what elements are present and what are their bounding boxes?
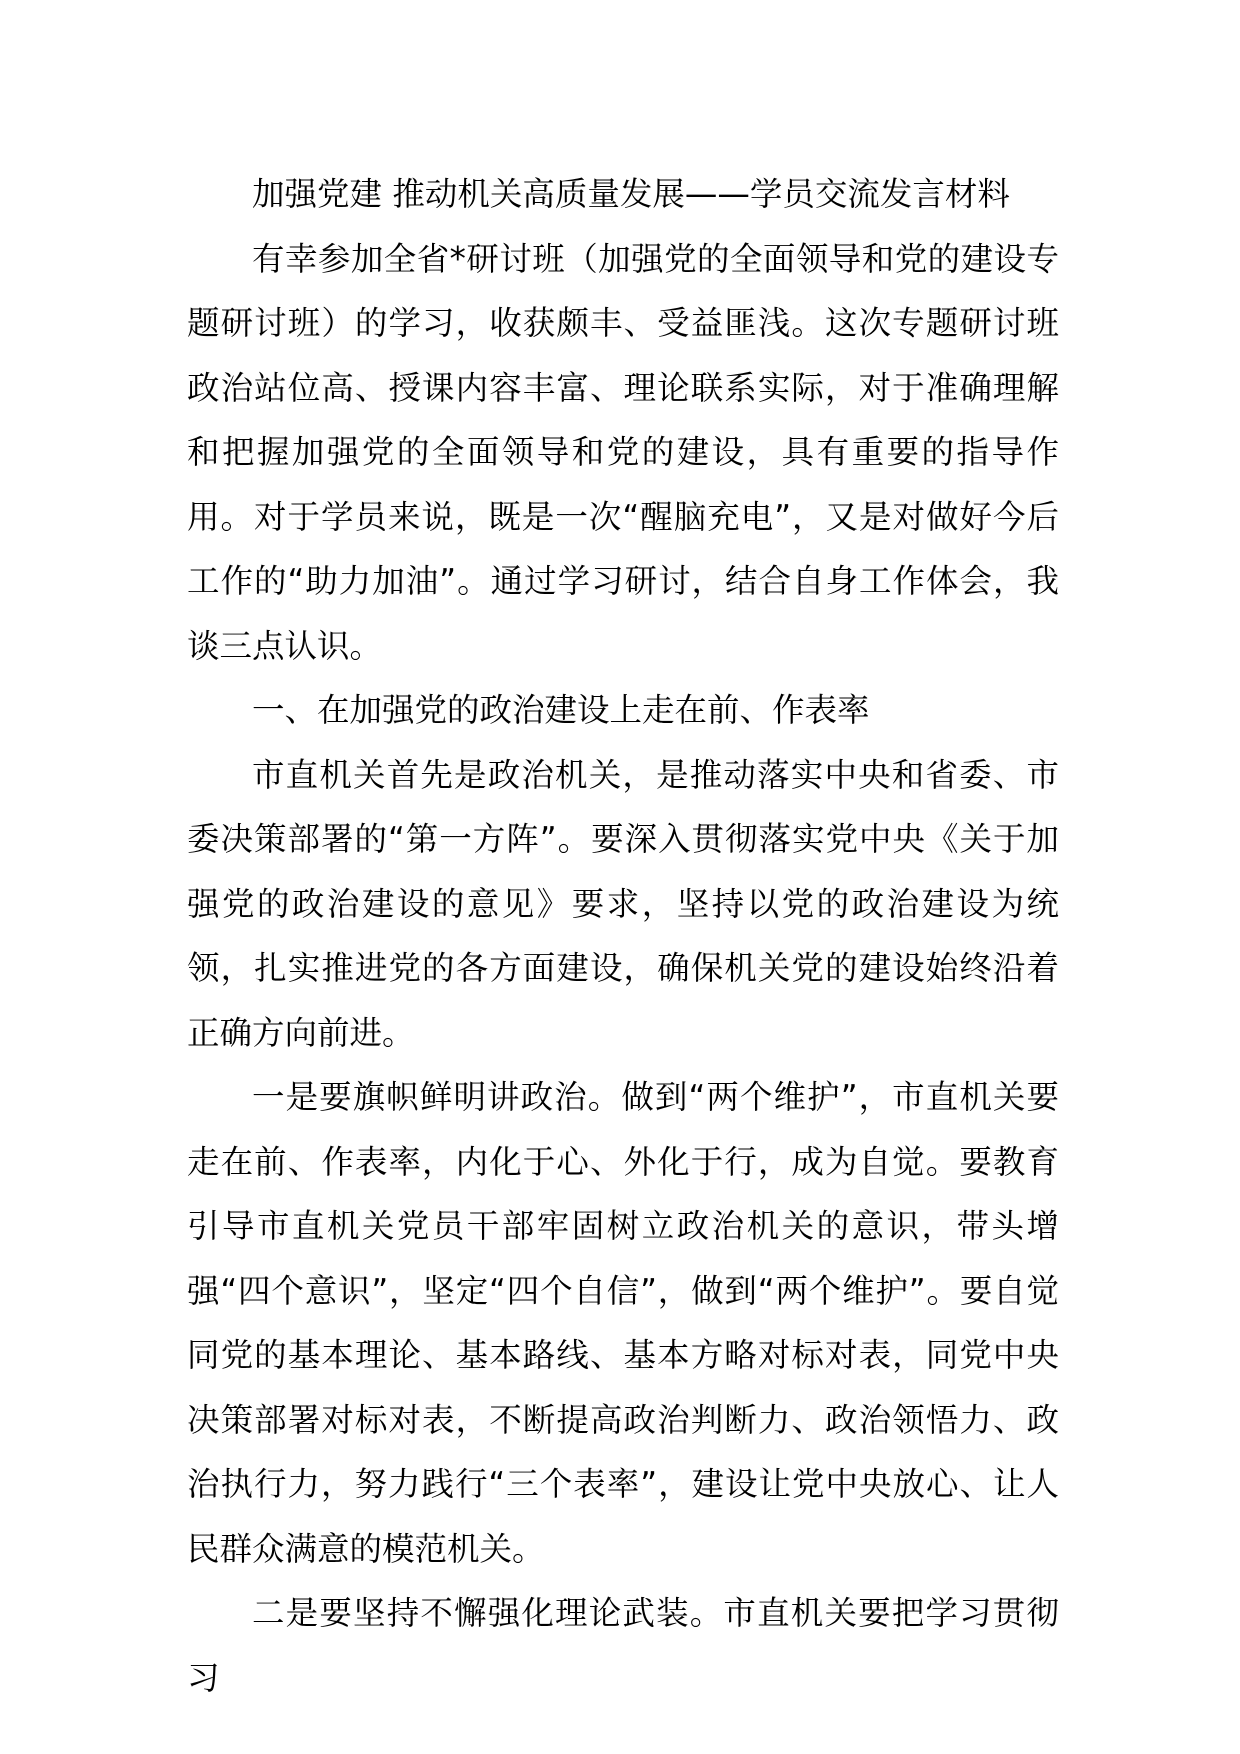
document-body: [187, 162, 1059, 1710]
body-paragraph: 市直机关首先是政治机关，是推动落实中央和省委、市委决策部署的“第一方阵”。要深入贯彻落实党中央《关于加强党的政治建设的意见》要求，坚持以党的政治建设为统领，扎实推进党的各方面建设，确保机关党的建设始终沿着正确方向前进。: [187, 755, 1059, 1052]
body-paragraph: 二是要坚持不懈强化理论武装。市直机关要把学习贯彻习: [187, 1594, 1059, 1697]
document-title: 加强党建 推动机关高质量发展——学员交流发言材料: [252, 175, 1010, 213]
body-paragraph: 一是要旗帜鲜明讲政治。做到“两个维护”，市直机关要走在前、作表率，内化于心、外化于行，成为自觉。要教育引导市直机关党员干部牢固树立政治机关的意识，带头增强“四个意识”，坚定“四个自信”，做到“两个维护”。要自觉同党的基本理论、基本路线、基本方略对标对表，同党中央决策部署对标对表，不断提高政治判断力、政治领悟力、政治执行力，努力践行“三个表率”，建设让党中央放心、让人民群众满意的模范机关。: [187, 1078, 1059, 1568]
intro-paragraph: 有幸参加全省*研讨班（加强党的全面领导和党的建设专题研讨班）的学习，收获颇丰、受益匪浅。这次专题研讨班政治站位高、授课内容丰富、理论联系实际，对于准确理解和把握加强党的全面领导和党的建设，具有重要的指导作用。对于学员来说，既是一次“醒脑充电”，又是对做好今后工作的“助力加油”。通过学习研讨，结合自身工作体会，我谈三点认识。: [187, 239, 1059, 665]
section-heading: 一、在加强党的政治建设上走在前、作表率: [252, 691, 870, 729]
